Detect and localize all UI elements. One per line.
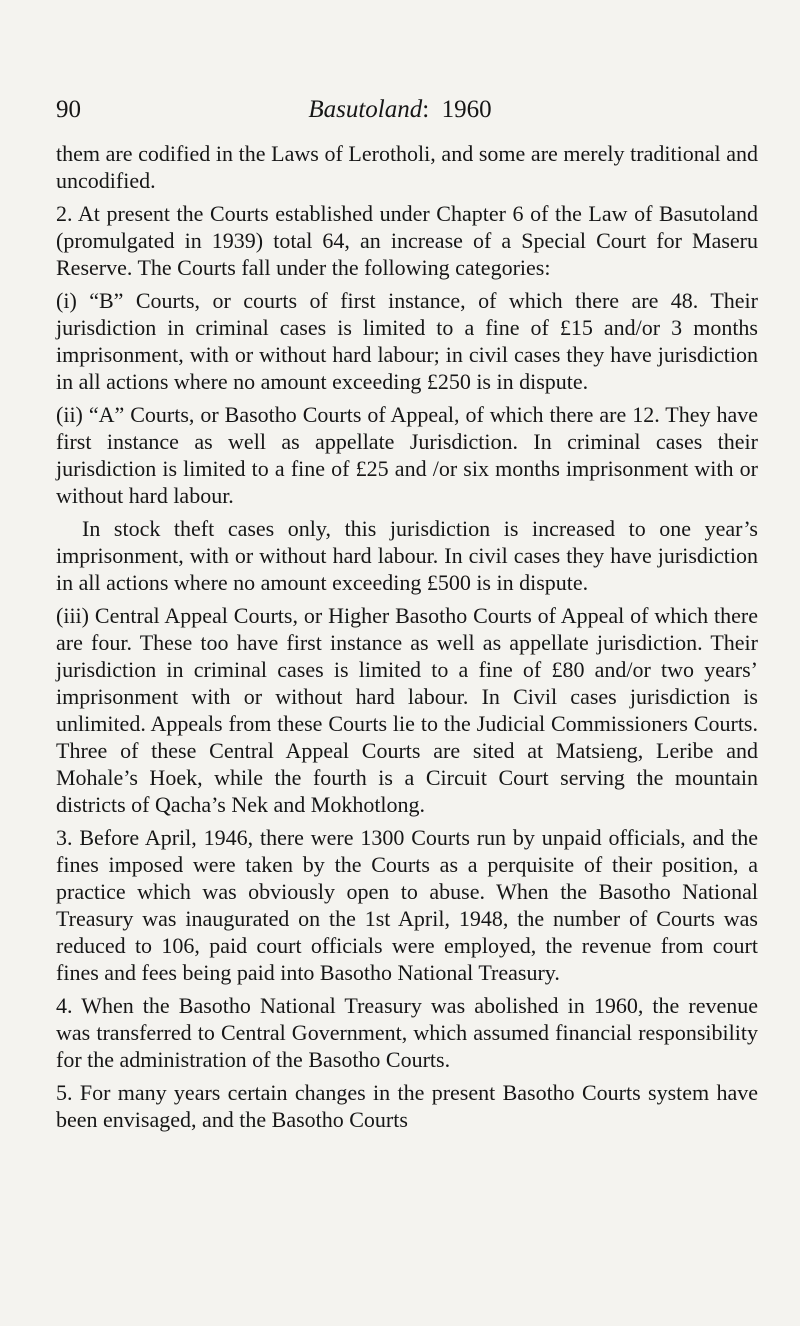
paragraph-4: 4. When the Basotho National Treasury was abolished in 1960, the revenue was transferred to Central Government, which assumed financial responsibility for the administration of the Basotho Courts. [56, 993, 758, 1072]
paragraph-continuation: them are codified in the Laws of Lerotholi, and some are merely traditional and uncodified. [56, 141, 758, 193]
title-year: 1960 [441, 96, 492, 123]
page-header [56, 96, 744, 136]
book-title: Basutoland [308, 96, 423, 123]
running-title [56, 96, 744, 124]
page-number: 90 [56, 96, 81, 123]
body-text [56, 140, 758, 1133]
paragraph-3: 3. Before April, 1946, there were 1300 Courts run by unpaid officials, and the fines imposed were taken by the Courts as a perquisite of their position, a practice which was obviously open to abuse. When the Basotho National Treasury was inaugurated on the 1st April, 1948, the number of Courts was reduced to 106, paid court officials were employed, the revenue from court fines and fees being paid into Basotho National Treasury. [56, 825, 758, 985]
paragraph-5: 5. For many years certain changes in the present Basotho Courts system have been envisaged, and the Basotho Courts [56, 1080, 758, 1132]
paragraph-stock-theft: In stock theft cases only, this jurisdiction is increased to one year’s imprisonment, with or without hard labour. In civil cases they have jurisdiction in all actions where no amount exceeding £500 is in dispute. [56, 516, 758, 595]
paragraph-2-i: (i) “B” Courts, or courts of first instance, of which there are 48. Their jurisdiction in criminal cases is limited to a fine of £15 and/or 3 months imprisonment, with or without hard labour; in civil cases they have jurisdiction in all actions where no amount exceeding £250 is in dispute. [56, 288, 758, 394]
paragraph-2: 2. At present the Courts established under Chapter 6 of the Law of Basutoland (promulgated in 1939) total 64, an increase of a Special Court for Maseru Reserve. The Courts fall under the following categories: [56, 201, 758, 280]
paragraph-2-iii: (iii) Central Appeal Courts, or Higher Basotho Courts of Appeal of which there are four. These too have first instance as well as appellate jurisdiction. Their jurisdiction in criminal cases is limited to a fine of £80 and/or two years’ imprisonment with or without hard labour. In Civil cases jurisdiction is unlimited. Appeals from these Courts lie to the Judicial Commissioners Courts. Three of these Central Appeal Courts are sited at Matsieng, Leribe and Mohale’s Hoek, while the fourth is a Circuit Court serving the mountain districts of Qacha’s Nek and Mokhotlong. [56, 603, 758, 817]
paragraph-2-ii: (ii) “A” Courts, or Basotho Courts of Appeal, of which there are 12. They have first instance as well as appellate Jurisdiction. In criminal cases their jurisdiction is limited to a fine of £25 and /or six months imprisonment with or without hard labour. [56, 402, 758, 508]
title-separator: : [422, 96, 430, 123]
